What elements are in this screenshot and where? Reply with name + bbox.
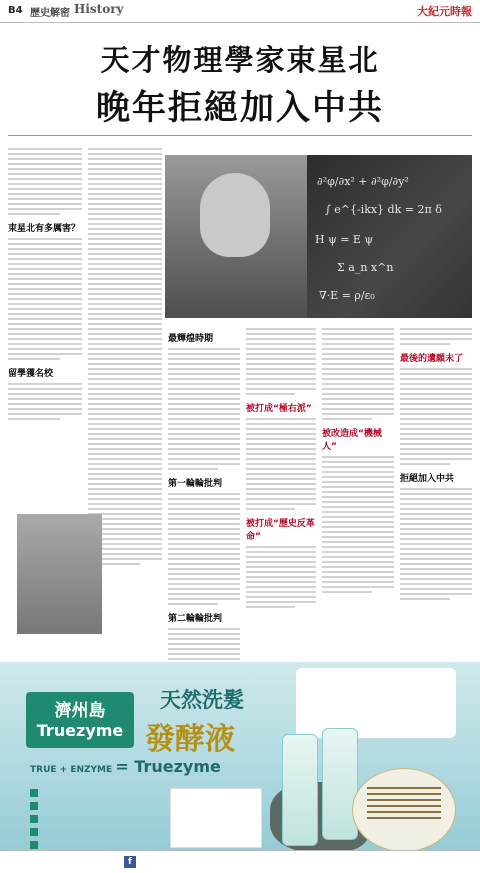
subhead: 第二輪輪批判	[168, 614, 223, 624]
body-text	[8, 383, 82, 420]
portrait-face	[200, 173, 270, 257]
subhead: 束星北有多厲害？	[8, 224, 81, 234]
young-portrait-photo	[17, 514, 102, 634]
check-icon	[30, 841, 38, 849]
check-icon	[30, 789, 38, 797]
article-column-1	[8, 145, 82, 423]
ad-headline-2: 發酵液	[145, 722, 235, 757]
article-column-4	[246, 325, 316, 611]
article-column-2	[88, 145, 162, 568]
ad-badge	[352, 768, 456, 852]
blackboard-photo: ∂²φ/∂x² + ∂²φ/∂y² ∫ e^{-ikx} dk = 2π δ H ψ = E ψ Σ a_n x^n ∇·E = ρ/ε₀	[307, 155, 472, 318]
formula-left: TRUE + ENZYME	[30, 765, 113, 775]
ad-formula	[30, 757, 221, 776]
body-text	[246, 328, 316, 395]
ad-inset-panel	[170, 788, 262, 848]
brand-name-en: Truezyme	[36, 721, 124, 740]
section-name: 歷史解密	[30, 8, 70, 19]
body-text	[322, 328, 394, 420]
list-item	[30, 789, 41, 802]
body-text	[168, 348, 240, 470]
body-text	[168, 493, 240, 605]
list-item	[30, 802, 41, 815]
body-text	[8, 148, 82, 215]
page-header	[0, 0, 480, 23]
ad-info-panel	[296, 668, 456, 738]
subhead: 被打成“歷史反革命”	[246, 519, 315, 542]
subhead: 最輝煌時期	[168, 334, 214, 344]
headline-line-2: 晚年拒絕加入中共	[96, 88, 384, 128]
subhead: 被打成“極右派”	[246, 404, 312, 414]
body-text	[400, 328, 472, 345]
portrait-photo	[165, 155, 307, 318]
body-text	[400, 368, 472, 465]
ad-headline-1: 天然洗髮	[160, 687, 244, 712]
body-text	[246, 418, 316, 510]
advertisement	[0, 662, 480, 873]
divider	[8, 135, 472, 136]
check-icon	[30, 802, 38, 810]
subhead: 拒絕加入中共	[400, 474, 455, 484]
check-icon	[30, 815, 38, 823]
article-column-3	[168, 325, 240, 678]
facebook-icon: f	[124, 856, 136, 868]
section-name-en: History	[74, 2, 124, 16]
list-item	[30, 828, 41, 841]
formula-right: = Truezyme	[115, 757, 221, 776]
subhead: 第一輪輪批判	[168, 479, 223, 489]
article-column-6	[400, 325, 472, 603]
product-bottle	[322, 728, 358, 840]
publication-logo: 大紀元時報	[417, 5, 472, 18]
subhead: 被改造成“機械人”	[322, 429, 382, 452]
headline-line-1: 天才物理學家束星北	[100, 43, 380, 77]
product-bottle	[282, 734, 318, 846]
body-text	[322, 456, 394, 593]
body-text	[246, 546, 316, 608]
body-text	[88, 148, 162, 565]
page-number: B4	[8, 5, 23, 16]
article-column-5	[322, 325, 394, 596]
body-text	[8, 238, 82, 360]
subhead: 最後的遺願未了	[400, 354, 464, 364]
body-text	[400, 488, 472, 600]
brand-name-zh: 濟州島	[54, 701, 106, 721]
ad-brand-logo	[26, 692, 134, 748]
check-icon	[30, 828, 38, 836]
list-item	[30, 815, 41, 828]
subhead: 留學獲名校	[8, 369, 54, 379]
ad-footer	[0, 850, 480, 873]
